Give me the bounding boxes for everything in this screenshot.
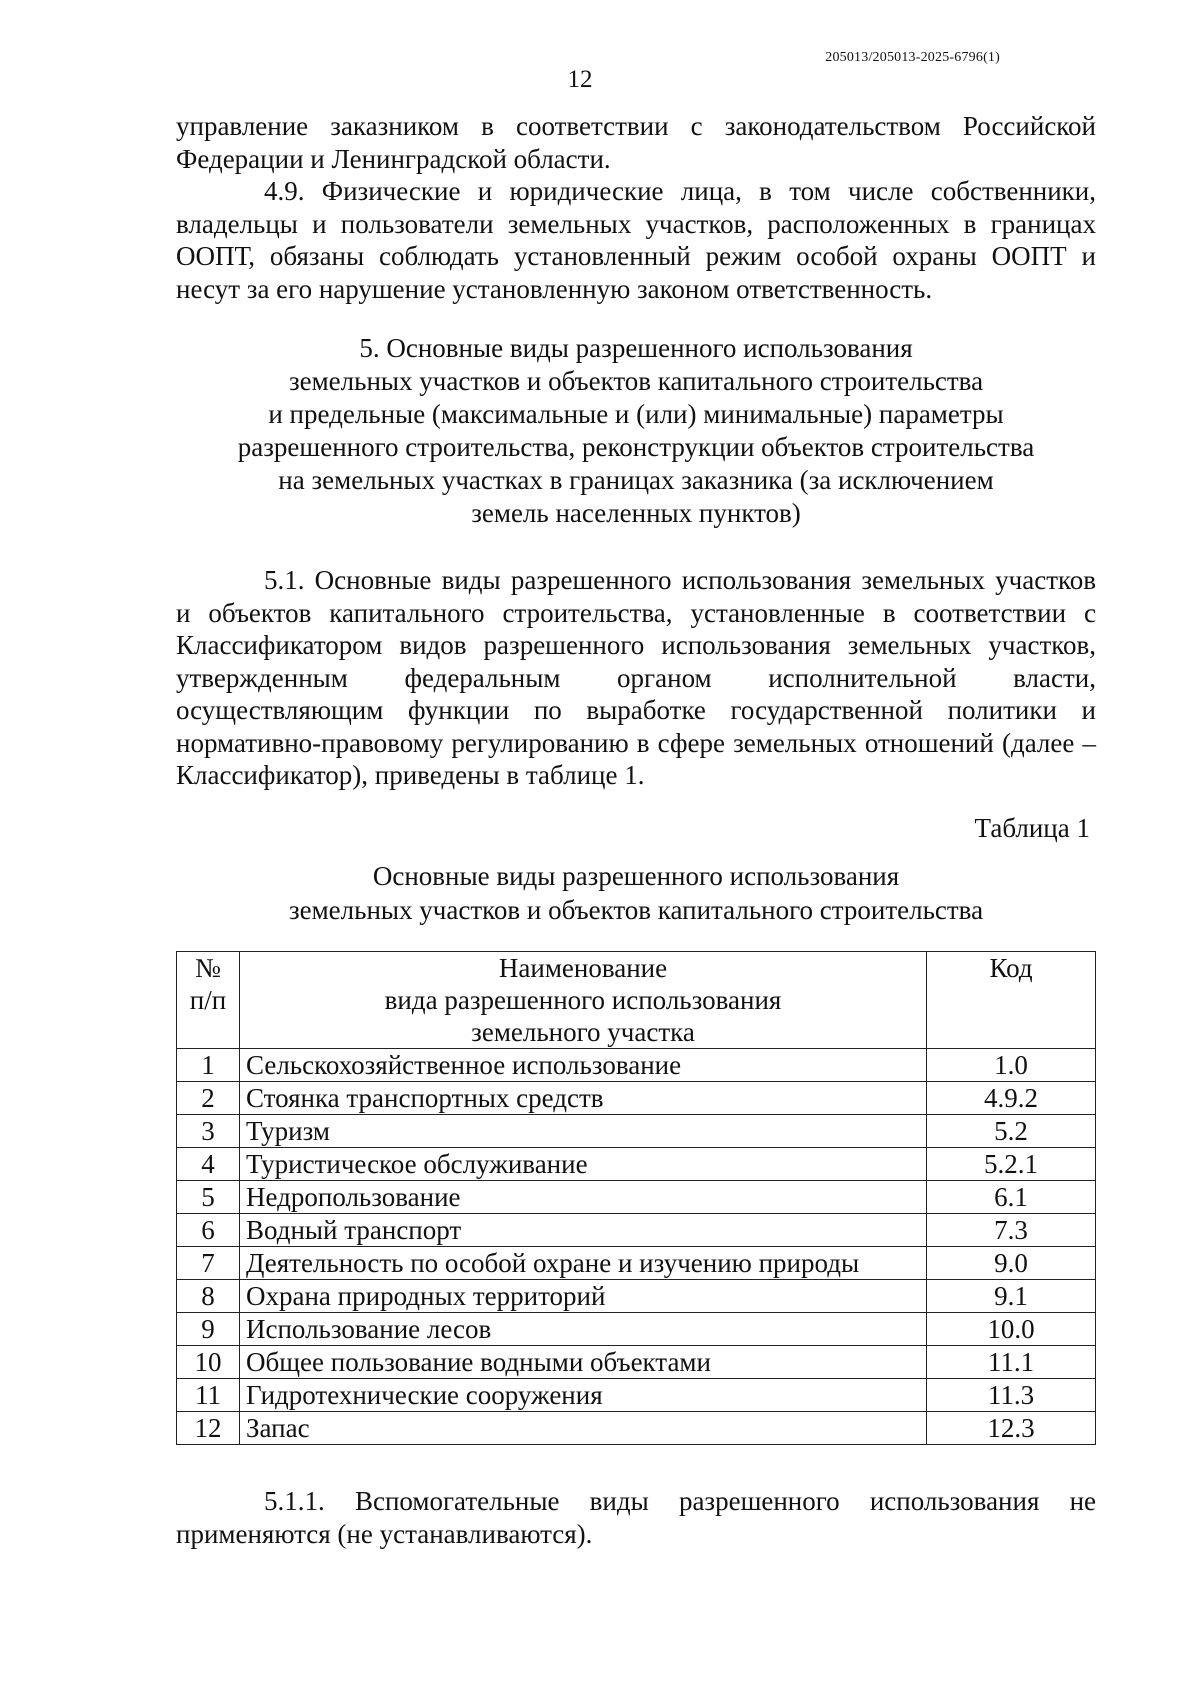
row-code: 6.1 (927, 1181, 1096, 1214)
table-row (177, 1214, 1096, 1247)
section-title-line: на земельных участках в границах заказника (за исключением (278, 465, 994, 495)
row-num: 4 (177, 1148, 240, 1181)
row-name: Запас (240, 1412, 927, 1445)
row-name: Охрана природных территорий (240, 1280, 927, 1313)
row-name: Общее пользование водными объектами (240, 1346, 927, 1379)
row-name: Гидротехнические сооружения (240, 1379, 927, 1412)
row-num: 11 (177, 1379, 240, 1412)
row-num: 8 (177, 1280, 240, 1313)
row-num: 3 (177, 1115, 240, 1148)
paragraph-5-1: 5.1. Основные виды разрешенного использования земельных участков и объектов капитального строительства, установленные в соответствии с Классификатором видов разрешенного использования земельных участков, утвержденным федеральным органом исполнительной власти, осуществляющим функции по выработке государственной политики и нормативно-правовому регулированию в сфере земельных отношений (далее – Классификатор), приведены в таблице 1. (176, 565, 1096, 790)
section-title-line: и предельные (максимальные и (или) минимальные) параметры (268, 399, 1004, 429)
table-title (176, 859, 1096, 927)
section-title-line: 5. Основные виды разрешенного использования (359, 333, 913, 363)
table-row (177, 1247, 1096, 1280)
row-code: 5.2.1 (927, 1148, 1096, 1181)
row-code: 7.3 (927, 1214, 1096, 1247)
row-num: 12 (177, 1412, 240, 1445)
section-title-line: земельных участков и объектов капитального строительства (288, 366, 984, 396)
row-num: 10 (177, 1346, 240, 1379)
row-num: 5 (177, 1181, 240, 1214)
row-num: 6 (177, 1214, 240, 1247)
row-code: 11.1 (927, 1346, 1096, 1379)
header-num-line: п/п (189, 985, 227, 1015)
table-header-row (177, 952, 1096, 1049)
page-number: 12 (567, 66, 593, 93)
row-num: 1 (177, 1049, 240, 1082)
table-row (177, 1181, 1096, 1214)
header-num-line: № (195, 953, 221, 983)
table-row (177, 1346, 1096, 1379)
row-code: 9.0 (927, 1247, 1096, 1280)
table-title-line: земельных участков и объектов капитального строительства (288, 895, 984, 925)
table-row (177, 1148, 1096, 1181)
table-row (177, 1379, 1096, 1412)
row-num: 2 (177, 1082, 240, 1115)
table-row (177, 1412, 1096, 1445)
header-name-line: земельного участка (471, 1017, 695, 1047)
table-row (177, 1313, 1096, 1346)
table-caption: Таблица 1 (974, 812, 1090, 843)
row-code: 9.1 (927, 1280, 1096, 1313)
row-name: Стоянка транспортных средств (240, 1082, 927, 1115)
row-code: 12.3 (927, 1412, 1096, 1445)
row-name: Сельскохозяйственное использование (240, 1049, 927, 1082)
table-title-line: Основные виды разрешенного использования (372, 861, 900, 891)
paragraph-4-9: 4.9. Физические и юридические лица, в том числе собственники, владельцы и пользователи земельных участков, расположенных в границах ООПТ, обязаны соблюдать установленный режим особой охраны ООПТ и несут за его нарушение установленную законом ответственность. (176, 176, 1096, 304)
row-code: 5.2 (927, 1115, 1096, 1148)
row-name: Недропользование (240, 1181, 927, 1214)
paragraph-5-1-1: 5.1.1. Вспомогательные виды разрешенного использования не применяются (не устанавливаются). (176, 1486, 1096, 1549)
header-name-line: вида разрешенного использования (384, 985, 782, 1015)
section-5-title (176, 332, 1096, 530)
table-row (177, 1049, 1096, 1082)
header-num (177, 952, 240, 1049)
section-title-line: земель населенных пунктов) (471, 498, 801, 528)
table-row (177, 1115, 1096, 1148)
row-name: Туристическое обслуживание (240, 1148, 927, 1181)
row-num: 9 (177, 1313, 240, 1346)
section-title-line: разрешенного строительства, реконструкции объектов строительства (237, 432, 1035, 462)
row-code: 1.0 (927, 1049, 1096, 1082)
header-name-line: Наименование (498, 953, 668, 983)
row-name: Использование лесов (240, 1313, 927, 1346)
header-code: Код (927, 952, 1096, 1049)
row-name: Деятельность по особой охране и изучению природы (240, 1247, 927, 1280)
paragraph-continuation: управление заказником в соответствии с законодательством Российской Федерации и Ленинградской области. (176, 111, 1096, 174)
row-code: 11.3 (927, 1379, 1096, 1412)
row-name: Туризм (240, 1115, 927, 1148)
row-code: 4.9.2 (927, 1082, 1096, 1115)
row-code: 10.0 (927, 1313, 1096, 1346)
table-row (177, 1280, 1096, 1313)
page-content (176, 110, 1096, 1550)
row-num: 7 (177, 1247, 240, 1280)
header-name (240, 952, 927, 1049)
table-row (177, 1082, 1096, 1115)
row-name: Водный транспорт (240, 1214, 927, 1247)
land-use-table (176, 951, 1096, 1445)
document-id: 205013/205013-2025-6796(1) (825, 50, 1000, 65)
